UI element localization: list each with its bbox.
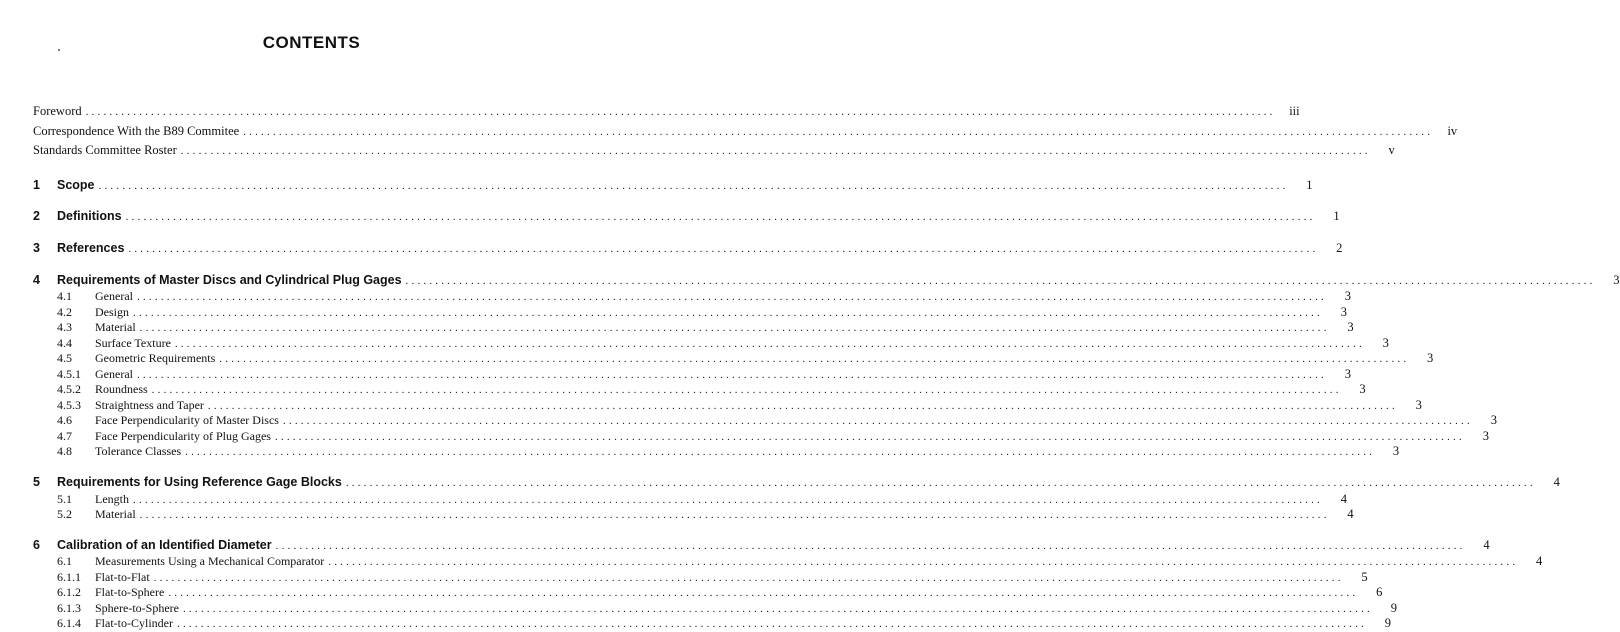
dot-leader: ........................................................................................................................................................................................................ <box>128 243 1319 256</box>
entry-number: 6.1.2 <box>57 585 81 600</box>
dot-leader: ........................................................................................................................................................................................................ <box>180 145 1371 157</box>
entry-label: Measurements Using a Mechanical Comparator <box>95 554 325 569</box>
dot-leader: ........................................................................................................................................................................................................ <box>151 384 1342 397</box>
subsection-entry <box>57 444 1400 460</box>
entry-label: Standards Committee Roster <box>33 143 177 157</box>
subsection-entry <box>57 600 1397 617</box>
dot-leader: ........................................................................................................................................................................................................ <box>133 306 1323 319</box>
dot-leader: ........................................................................................................................................................................................................ <box>274 430 1465 443</box>
entry-number: 4.2 <box>57 304 72 319</box>
subsection-entry <box>57 585 1383 601</box>
entry-label: Surface Texture <box>95 335 171 350</box>
entry-label: Straightness and Taper <box>95 397 204 412</box>
page-number: 3 <box>1344 366 1351 381</box>
subsection-entry <box>57 382 1366 398</box>
subsection-entry <box>57 507 1354 523</box>
entry-number: 6.1 <box>57 554 72 569</box>
dot-leader: ........................................................................................................................................................................................................ <box>139 322 1330 335</box>
entry-label: Face Perpendicularity of Plug Gages <box>95 428 271 443</box>
page-number: 3 <box>1344 289 1351 304</box>
subsection-entry <box>57 335 1389 352</box>
section-entry <box>33 538 1490 554</box>
page-number: 5 <box>1361 569 1368 584</box>
page-number: v <box>1388 143 1395 157</box>
entry-number: 5.1 <box>57 491 72 506</box>
entry-label: Tolerance Classes <box>95 444 182 459</box>
page-title: CONTENTS <box>262 33 361 52</box>
dot-leader: ........................................................................................................................................................................................................ <box>153 571 1344 584</box>
subsection-entry <box>57 491 1347 508</box>
entry-label: Requirements for Using Reference Gage Blocks <box>57 475 342 490</box>
entry-number: 4.5 <box>57 351 72 366</box>
dot-leader: ........................................................................................................................................................................................................ <box>136 368 1327 381</box>
page-number: 4 <box>1536 554 1543 569</box>
entry-label: General <box>95 289 133 304</box>
page-number: 3 <box>1482 428 1489 443</box>
entry-number: 6 <box>33 538 40 552</box>
entry-number: 2 <box>33 209 40 224</box>
page-number: 3 <box>1392 444 1400 459</box>
dot-leader: ........................................................................................................................................................................................................ <box>98 179 1289 192</box>
entry-label: Face Perpendicularity of Master Discs <box>95 413 279 428</box>
section-entry <box>33 177 1313 194</box>
entry-label: Scope <box>57 177 95 192</box>
page-number: 3 <box>1613 272 1620 287</box>
page-number: iv <box>1447 123 1458 138</box>
dot-leader: ........................................................................................................................................................................................................ <box>328 556 1519 569</box>
entry-label: Design <box>95 304 129 319</box>
entry-label: Roundness <box>95 382 148 397</box>
subsection-entry <box>57 397 1422 414</box>
dot-leader: ........................................................................................................................................................................................................ <box>174 337 1365 350</box>
page-number: 9 <box>1384 616 1391 631</box>
dot-leader: ........................................................................................................................................................................................................ <box>185 446 1376 459</box>
entry-label: Flat-to-Flat <box>95 569 150 584</box>
entry-label: Correspondence With the B89 Commitee <box>33 123 240 138</box>
entry-number: 6.1.1 <box>57 569 81 584</box>
front-matter-entry <box>33 104 1300 120</box>
section-entry <box>33 272 1620 289</box>
entry-label: Calibration of an Identified Diameter <box>57 538 272 552</box>
subsection-entry <box>57 289 1351 305</box>
entry-label: Material <box>95 320 136 335</box>
dot-leader: ........................................................................................................................................................................................................ <box>405 274 1596 287</box>
section-entry <box>33 209 1340 225</box>
page-number: 4 <box>1347 507 1354 521</box>
page-number: 3 <box>1347 320 1354 335</box>
entry-number: 5.2 <box>57 507 72 521</box>
subsection-entry <box>57 428 1489 445</box>
front-matter-entry <box>33 143 1395 159</box>
page-number: 4 <box>1483 538 1490 552</box>
entry-number: 6.1.3 <box>57 600 81 615</box>
entry-label: Flat-to-Cylinder <box>95 616 173 631</box>
entry-label: References <box>57 241 125 256</box>
entry-number: 1 <box>33 177 40 192</box>
entry-label: Definitions <box>57 209 122 224</box>
dot-leader: ........................................................................................................................................................................................................ <box>243 125 1434 138</box>
entry-number: 4.5.1 <box>57 366 81 381</box>
page-number: 4 <box>1553 475 1560 490</box>
subsection-entry <box>57 569 1368 586</box>
entry-label: Foreword <box>33 104 82 118</box>
entry-label: Sphere-to-Sphere <box>95 600 179 615</box>
front-matter-entry <box>33 123 1458 140</box>
dot-leader: ........................................................................................................................................................................................................ <box>136 291 1327 304</box>
entry-number: 4.8 <box>57 444 72 459</box>
dot-leader: ........................................................................................................................................................................................................ <box>177 618 1367 631</box>
section-entry <box>33 241 1343 257</box>
entry-number: 4.5.2 <box>57 382 81 397</box>
dot-leader: ........................................................................................................................................................................................................ <box>219 353 1410 366</box>
entry-label: Flat-to-Sphere <box>95 585 165 600</box>
subsection-entry <box>57 616 1391 632</box>
dot-leader: ........................................................................................................................................................................................................ <box>345 477 1536 490</box>
entry-number: 4.1 <box>57 289 72 304</box>
entry-label: Material <box>95 507 136 521</box>
page-number: 3 <box>1340 304 1347 319</box>
entry-label: Length <box>95 491 129 506</box>
entry-label: General <box>95 366 133 381</box>
subsection-entry <box>57 351 1434 367</box>
dot-leader: ........................................................................................................................................................................................................ <box>85 106 1276 118</box>
entry-number: 4.6 <box>57 413 72 428</box>
subsection-entry <box>57 413 1497 429</box>
entry-number: 4.3 <box>57 320 72 335</box>
dot-leader: ........................................................................................................................................................................................................ <box>125 211 1316 224</box>
entry-number: 3 <box>33 241 40 256</box>
page-number: 9 <box>1390 600 1397 615</box>
dot-leader: ........................................................................................................................................................................................................ <box>282 415 1473 428</box>
page-number: 3 <box>1427 351 1434 366</box>
entry-label: Requirements of Master Discs and Cylindrical Plug Gages <box>57 272 402 287</box>
page-number: 4 <box>1340 491 1347 506</box>
subsection-entry <box>57 320 1354 336</box>
scan-speck <box>58 49 60 51</box>
subsection-entry <box>57 366 1351 383</box>
page-number: 6 <box>1376 585 1383 600</box>
page-number: 3 <box>1359 382 1366 397</box>
dot-leader: ........................................................................................................................................................................................................ <box>182 602 1373 615</box>
subsection-entry <box>57 554 1543 570</box>
entry-label: Geometric Requirements <box>95 351 216 366</box>
page-number: 1 <box>1306 177 1313 192</box>
page-number: 3 <box>1382 335 1389 350</box>
dot-leader: ........................................................................................................................................................................................................ <box>207 399 1398 412</box>
page-number: 2 <box>1336 241 1343 256</box>
dot-leader: ........................................................................................................................................................................................................ <box>275 540 1466 552</box>
subsection-entry <box>57 304 1347 321</box>
page-number: 1 <box>1333 209 1340 224</box>
entry-number: 4.5.3 <box>57 397 81 412</box>
page-number: 3 <box>1490 413 1497 428</box>
entry-number: 4.7 <box>57 428 72 443</box>
entry-number: 4 <box>33 272 40 287</box>
entry-number: 5 <box>33 475 40 490</box>
dot-leader: ........................................................................................................................................................................................................ <box>168 587 1359 600</box>
page-number: iii <box>1289 104 1300 118</box>
section-entry <box>33 475 1560 491</box>
page-number: 3 <box>1415 397 1422 412</box>
dot-leader: ........................................................................................................................................................................................................ <box>133 493 1323 506</box>
dot-leader: ........................................................................................................................................................................................................ <box>139 509 1330 521</box>
entry-number: 4.4 <box>57 335 72 350</box>
entry-number: 6.1.4 <box>57 616 81 631</box>
